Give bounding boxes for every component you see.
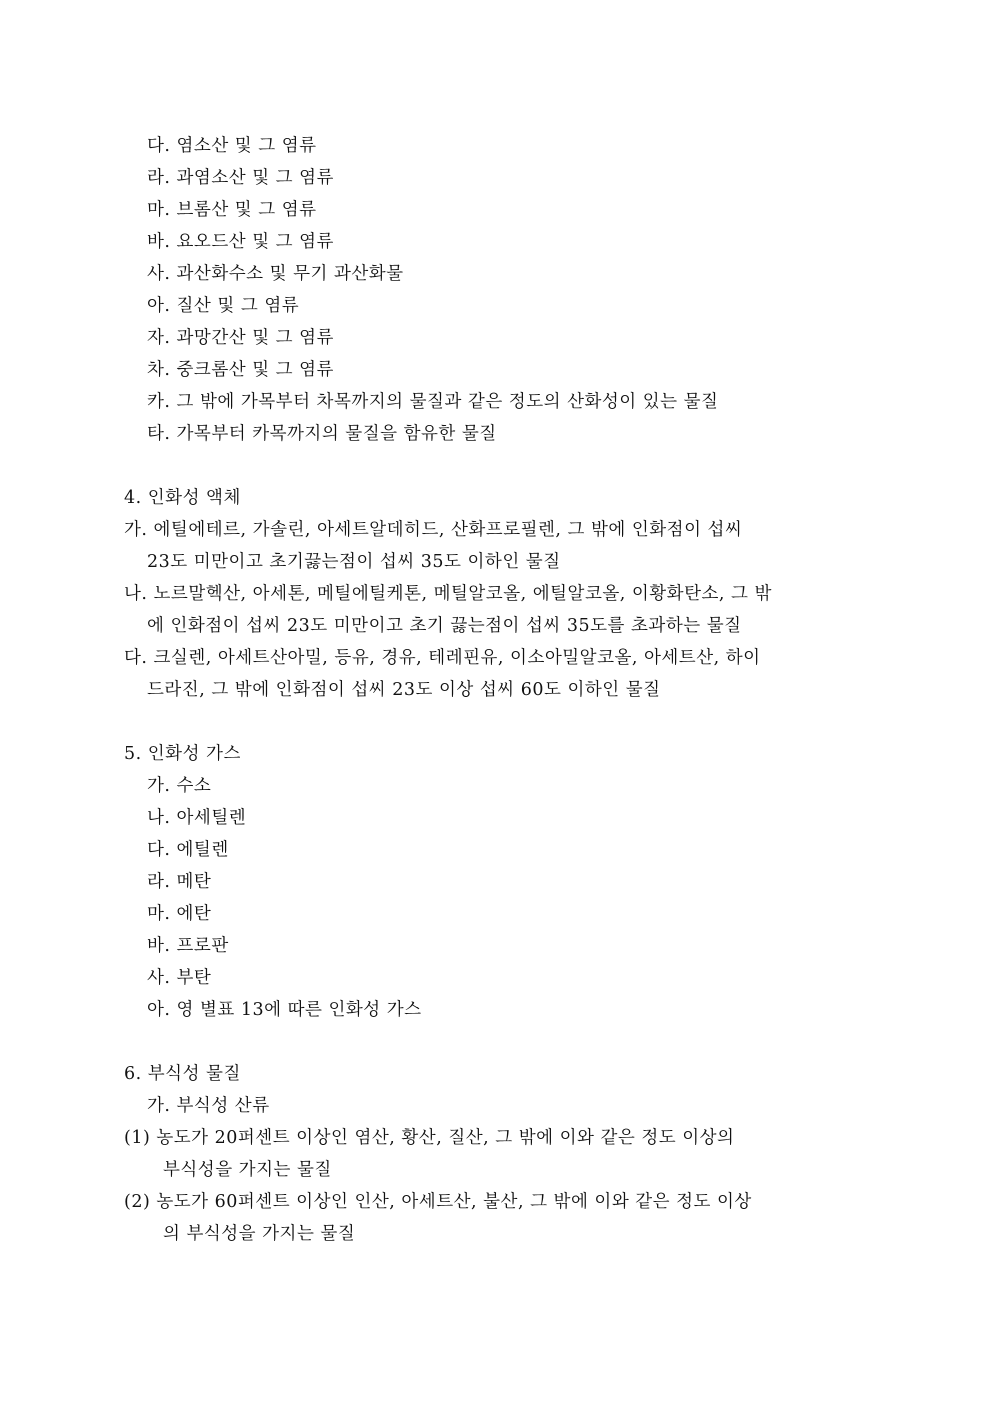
list-item-continuation: 에 인화점이 섭씨 23도 미만이고 초기 끓는점이 섭씨 35도를 초과하는 물질 xyxy=(147,616,742,636)
list-item: 자. 과망간산 및 그 염류 xyxy=(147,328,334,348)
list-item: (2) 농도가 60퍼센트 이상인 인산, 아세트산, 불산, 그 밖에 이와 같은 정도 이상 xyxy=(124,1192,752,1212)
list-item: 가. 수소 xyxy=(147,776,212,796)
list-item: 카. 그 밖에 가목부터 차목까지의 물질과 같은 정도의 산화성이 있는 물질 xyxy=(147,392,719,412)
list-item: 다. 염소산 및 그 염류 xyxy=(147,136,317,156)
list-item: 사. 과산화수소 및 무기 과산화물 xyxy=(147,264,404,284)
list-item: 마. 에탄 xyxy=(147,904,212,924)
list-item: 라. 과염소산 및 그 염류 xyxy=(147,168,334,188)
list-item: 아. 영 별표 13에 따른 인화성 가스 xyxy=(147,1000,422,1020)
list-item: 사. 부탄 xyxy=(147,968,212,988)
subsection-heading: 가. 부식성 산류 xyxy=(147,1096,270,1116)
section-heading-flammable-liquids: 4. 인화성 액체 xyxy=(124,488,241,508)
list-item: 나. 아세틸렌 xyxy=(147,808,247,828)
list-item-continuation: 23도 미만이고 초기끓는점이 섭씨 35도 이하인 물질 xyxy=(147,552,561,572)
list-item: 바. 요오드산 및 그 염류 xyxy=(147,232,334,252)
list-item: (1) 농도가 20퍼센트 이상인 염산, 황산, 질산, 그 밖에 이와 같은 정도 이상의 xyxy=(124,1128,735,1148)
list-item: 마. 브롬산 및 그 염류 xyxy=(147,200,317,220)
list-item-continuation: 의 부식성을 가지는 물질 xyxy=(163,1224,356,1244)
section-heading-corrosive-substances: 6. 부식성 물질 xyxy=(124,1064,241,1084)
list-item: 라. 메탄 xyxy=(147,872,212,892)
list-item: 타. 가목부터 카목까지의 물질을 함유한 물질 xyxy=(147,424,497,444)
list-item: 바. 프로판 xyxy=(147,936,229,956)
list-item: 다. 에틸렌 xyxy=(147,840,229,860)
section-heading-flammable-gases: 5. 인화성 가스 xyxy=(124,744,241,764)
list-item: 나. 노르말헥산, 아세톤, 메틸에틸케톤, 메틸알코올, 에틸알코올, 이황화탄소, 그 밖 xyxy=(124,584,772,604)
list-item-continuation: 드라진, 그 밖에 인화점이 섭씨 23도 이상 섭씨 60도 이하인 물질 xyxy=(147,680,661,700)
list-item: 가. 에틸에테르, 가솔린, 아세트알데히드, 산화프로필렌, 그 밖에 인화점이 섭씨 xyxy=(124,520,743,540)
list-item: 아. 질산 및 그 염류 xyxy=(147,296,300,316)
list-item: 다. 크실렌, 아세트산아밀, 등유, 경유, 테레핀유, 이소아밀알코올, 아세트산, 하이 xyxy=(124,648,761,668)
list-item-continuation: 부식성을 가지는 물질 xyxy=(163,1160,332,1180)
list-item: 차. 중크롬산 및 그 염류 xyxy=(147,360,334,380)
